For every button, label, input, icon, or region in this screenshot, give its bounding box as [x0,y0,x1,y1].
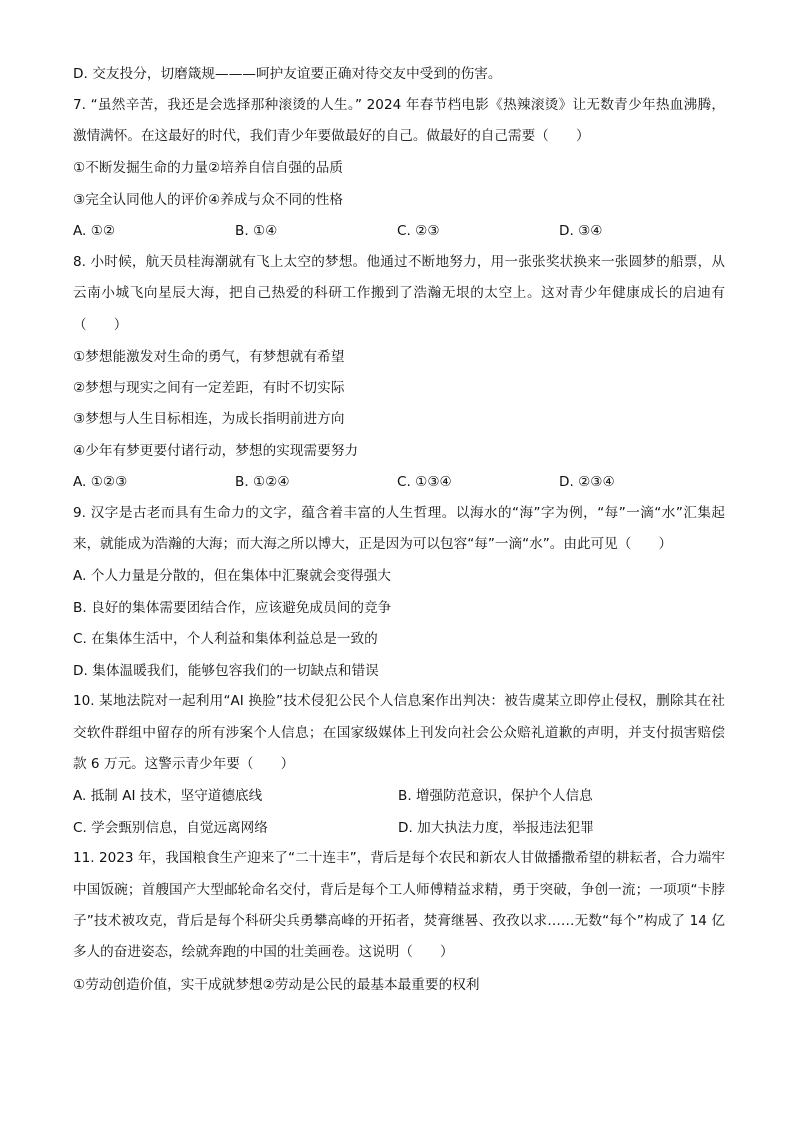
q7-options [73,221,725,241]
q7-option-c: C. ②③ [397,222,440,239]
q10-options-row-1 [73,786,725,806]
q11-stem: 11. 2023 年，我国粮食生产迎来了“二十连丰”，背后是每个农民和新农人甘做播撒希望的耕耘者，合力端牢中国饭碗；首艘国产大型邮轮命名交付，背后是每个工人师傅精益求精，勇于突破，争创一流；一项项“卡脖子”技术被攻克，背后是每个科研尖兵勇攀高峰的开拓者，焚膏继晷、孜孜以求……无数“每个”构成了 14 亿多人的奋进姿态，绘就奔跑的中国的壮美画卷。这说明（ ） [73,850,725,961]
q8-statement-4: ④少年有梦更要付诸行动，梦想的实现需要努力 [73,442,359,459]
q10-stem: 10. 某地法院对一起利用“AI 换脸”技术侵犯公民个人信息案作出判决：被告虞某立即停止侵权，删除其在社交软件群组中留存的所有涉案个人信息；在国家级媒体上刊发向社会公众赔礼道歉的声明，并支付损害赔偿款 6 万元。这警示青少年要（ ） [73,693,725,773]
q8-stem: 8. 小时候，航天员桂海潮就有飞上太空的梦想。他通过不断地努力，用一张张奖状换来一张圆梦的船票，从云南小城飞向星辰大海，把自己热爱的科研工作搬到了浩瀚无垠的太空上。这对青少年健康成长的启迪有（ ） [73,253,725,333]
q7-statement-2: ③完全认同他人的评价④养成与众不同的性格 [73,191,344,208]
q9-option-d: D. 集体温暖我们，能够包容我们的一切缺点和错误 [73,662,379,679]
q8-option-c: C. ①③④ [397,474,452,491]
q8-option-d: D. ②③④ [559,474,615,491]
q9-stem: 9. 汉字是古老而具有生命力的文字，蕴含着丰富的人生哲理。以海水的“海”字为例，“每”一滴“水”汇集起来，就能成为浩瀚的大海；而大海之所以博大，正是因为可以包容“每”一滴“水”。由此可见（ ） [73,504,725,553]
q8-options [73,472,725,492]
q10-option-b: B. 增强防范意识，保护个人信息 [398,788,593,805]
q7-option-a: A. ①② [73,222,116,239]
q10-option-d: D. 加大执法力度，举报违法犯罪 [398,819,594,836]
q8-option-a: A. ①②③ [73,474,128,491]
q8-statement-2: ②梦想与现实之间有一定差距，有时不切实际 [73,379,345,396]
q9-option-c: C. 在集体生活中，个人利益和集体利益总是一致的 [73,631,378,648]
q8-option-b: B. ①②④ [235,474,290,491]
q7-option-b: B. ①④ [235,222,278,239]
exam-page [73,64,725,1006]
q7-option-d: D. ③④ [559,222,603,239]
q9-option-a: A. 个人力量是分散的，但在集体中汇聚就会变得强大 [73,568,392,585]
q8-statement-3: ③梦想与人生目标相连，为成长指明前进方向 [73,411,345,428]
q10-option-c: C. 学会甄别信息，自觉远离网络 [73,819,268,836]
q11-statement-1: ①劳动创造价值，实干成就梦想②劳动是公民的最基本最重要的权利 [73,976,480,993]
q9-option-b: B. 良好的集体需要团结合作，应该避免成员间的竞争 [73,599,392,616]
q10-option-a: A. 抵制 AI 技术，坚守道德底线 [73,788,263,805]
q6-option-d: D. 交友投分，切磨箴规———呵护友谊要正确对待交友中受到的伤害。 [73,66,502,82]
q8-statement-1: ①梦想能激发对生命的勇气，有梦想就有希望 [73,348,345,365]
q7-statement-1: ①不断发掘生命的力量②培养自信自强的品质 [73,160,344,177]
q7-stem: 7. “虽然辛苦，我还是会选择那种滚烫的人生。” 2024 年春节档电影《热辣滚烫》让无数青少年热血沸腾，激情满怀。在这最好的时代，我们青少年要做最好的自己。做最好的自己需要（ ） [73,96,725,145]
q10-options-row-2 [73,818,725,838]
